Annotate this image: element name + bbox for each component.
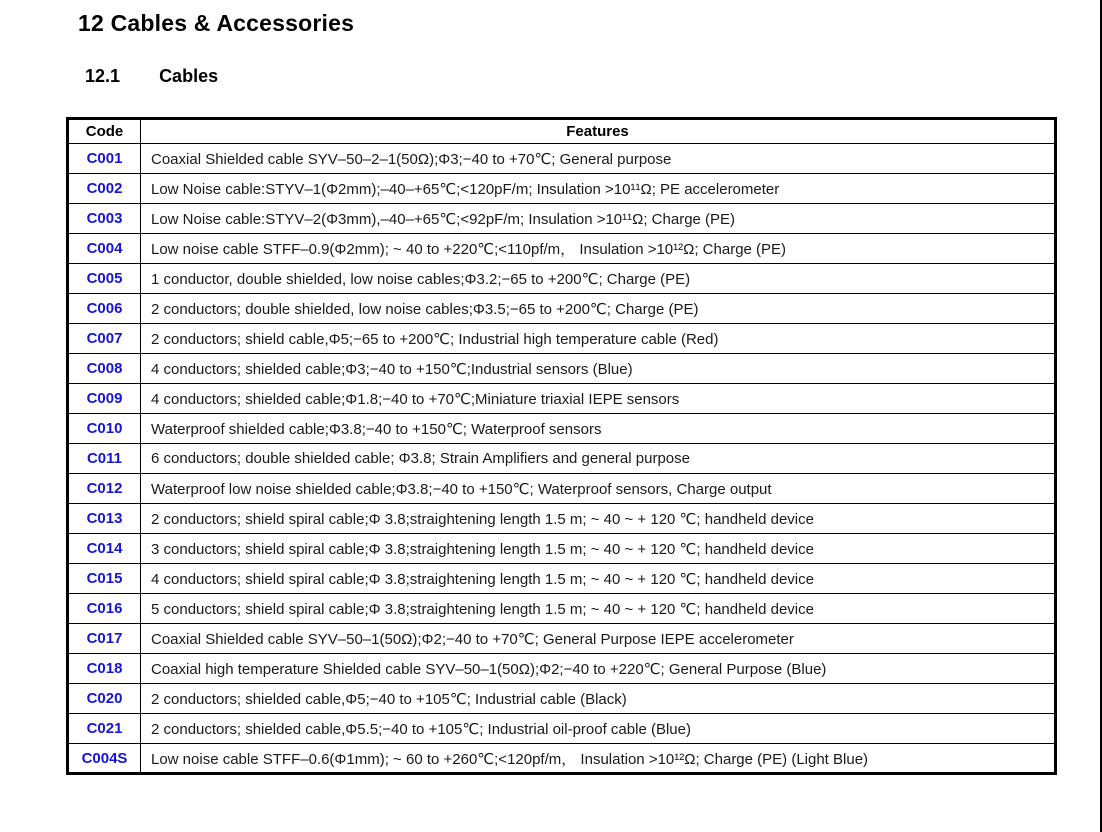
code-cell: C020	[68, 684, 141, 714]
features-cell: Coaxial high temperature Shielded cable SYV–50–1(50Ω);Φ2;−40 to +220℃; General Purpose (Blue)	[141, 654, 1056, 684]
table-row	[68, 174, 1056, 204]
code-cell: C011	[68, 444, 141, 474]
table-row	[68, 624, 1056, 654]
table-row	[68, 414, 1056, 444]
table-row	[68, 714, 1056, 744]
code-cell: C018	[68, 654, 141, 684]
table-row	[68, 324, 1056, 354]
table-row	[68, 504, 1056, 534]
code-column-header: Code	[68, 119, 141, 144]
table-row	[68, 684, 1056, 714]
features-cell: Waterproof shielded cable;Φ3.8;−40 to +150℃; Waterproof sensors	[141, 414, 1056, 444]
features-cell: 2 conductors; shielded cable,Φ5.5;−40 to +105℃; Industrial oil-proof cable (Blue)	[141, 714, 1056, 744]
features-cell: 4 conductors; shielded cable;Φ1.8;−40 to +70℃;Miniature triaxial IEPE sensors	[141, 384, 1056, 414]
page-title: 12 Cables & Accessories	[78, 10, 355, 36]
code-cell: C016	[68, 594, 141, 624]
code-cell: C007	[68, 324, 141, 354]
features-cell: 2 conductors; shield spiral cable;Φ 3.8;straightening length 1.5 m; ~ 40 ~ + 120 ℃; handheld device	[141, 504, 1056, 534]
code-cell: C014	[68, 534, 141, 564]
table-row	[68, 744, 1056, 774]
table-row	[68, 264, 1056, 294]
features-cell: Low Noise cable:STYV–1(Φ2mm);–40–+65℃;<120pF/m; Insulation >10¹¹Ω; PE accelerometer	[141, 174, 1056, 204]
code-cell: C015	[68, 564, 141, 594]
code-cell: C005	[68, 264, 141, 294]
code-cell: C013	[68, 504, 141, 534]
code-cell: C004S	[68, 744, 141, 774]
features-cell: 3 conductors; shield spiral cable;Φ 3.8;straightening length 1.5 m; ~ 40 ~ + 120 ℃; handheld device	[141, 534, 1056, 564]
features-cell: 1 conductor, double shielded, low noise cables;Φ3.2;−65 to +200℃; Charge (PE)	[141, 264, 1056, 294]
features-column-header: Features	[141, 119, 1056, 144]
table-row	[68, 354, 1056, 384]
features-cell: 6 conductors; double shielded cable; Φ3.8; Strain Amplifiers and general purpose	[141, 444, 1056, 474]
code-cell: C002	[68, 174, 141, 204]
code-cell: C008	[68, 354, 141, 384]
table-row	[68, 234, 1056, 264]
features-cell: 2 conductors; double shielded, low noise cables;Φ3.5;−65 to +200℃; Charge (PE)	[141, 294, 1056, 324]
features-cell: Waterproof low noise shielded cable;Φ3.8;−40 to +150℃; Waterproof sensors, Charge output	[141, 474, 1056, 504]
features-cell: 2 conductors; shield cable,Φ5;−65 to +200℃; Industrial high temperature cable (Red)	[141, 324, 1056, 354]
table-row	[68, 594, 1056, 624]
code-cell: C001	[68, 144, 141, 174]
features-cell: Coaxial Shielded cable SYV–50–1(50Ω);Φ2;−40 to +70℃; General Purpose IEPE accelerometer	[141, 624, 1056, 654]
table-row	[68, 384, 1056, 414]
code-cell: C010	[68, 414, 141, 444]
features-cell: 2 conductors; shielded cable,Φ5;−40 to +105℃; Industrial cable (Black)	[141, 684, 1056, 714]
table-row	[68, 444, 1056, 474]
features-cell: Low Noise cable:STYV–2(Φ3mm),–40–+65℃;<92pF/m; Insulation >10¹¹Ω; Charge (PE)	[141, 204, 1056, 234]
code-cell: C004	[68, 234, 141, 264]
code-cell: C006	[68, 294, 141, 324]
table-row	[68, 474, 1056, 504]
features-cell: Low noise cable STFF–0.9(Φ2mm); ~ 40 to +220℃;<110pf/m， Insulation >10¹²Ω; Charge (PE)	[141, 234, 1056, 264]
features-cell: Low noise cable STFF–0.6(Φ1mm); ~ 60 to +260℃;<120pf/m， Insulation >10¹²Ω; Charge (PE) (Light Blue)	[141, 744, 1056, 774]
features-cell: 5 conductors; shield spiral cable;Φ 3.8;straightening length 1.5 m; ~ 40 ~ + 120 ℃; handheld device	[141, 594, 1056, 624]
code-cell: C009	[68, 384, 141, 414]
table-row	[68, 654, 1056, 684]
code-cell: C021	[68, 714, 141, 744]
section-number: 12.1	[85, 66, 121, 86]
table-row	[68, 204, 1056, 234]
table-row	[68, 534, 1056, 564]
code-cell: C003	[68, 204, 141, 234]
table-row	[68, 144, 1056, 174]
features-cell: Coaxial Shielded cable SYV–50–2–1(50Ω);Φ3;−40 to +70℃; General purpose	[141, 144, 1056, 174]
code-cell: C017	[68, 624, 141, 654]
features-cell: 4 conductors; shield spiral cable;Φ 3.8;straightening length 1.5 m; ~ 40 ~ + 120 ℃; handheld device	[141, 564, 1056, 594]
section-title: Cables	[159, 66, 219, 86]
table-header-row	[68, 119, 1056, 144]
code-cell: C012	[68, 474, 141, 504]
cables-table	[66, 117, 1057, 775]
table-row	[68, 564, 1056, 594]
table-row	[68, 294, 1056, 324]
section-heading	[85, 66, 218, 87]
features-cell: 4 conductors; shielded cable;Φ3;−40 to +150℃;Industrial sensors (Blue)	[141, 354, 1056, 384]
